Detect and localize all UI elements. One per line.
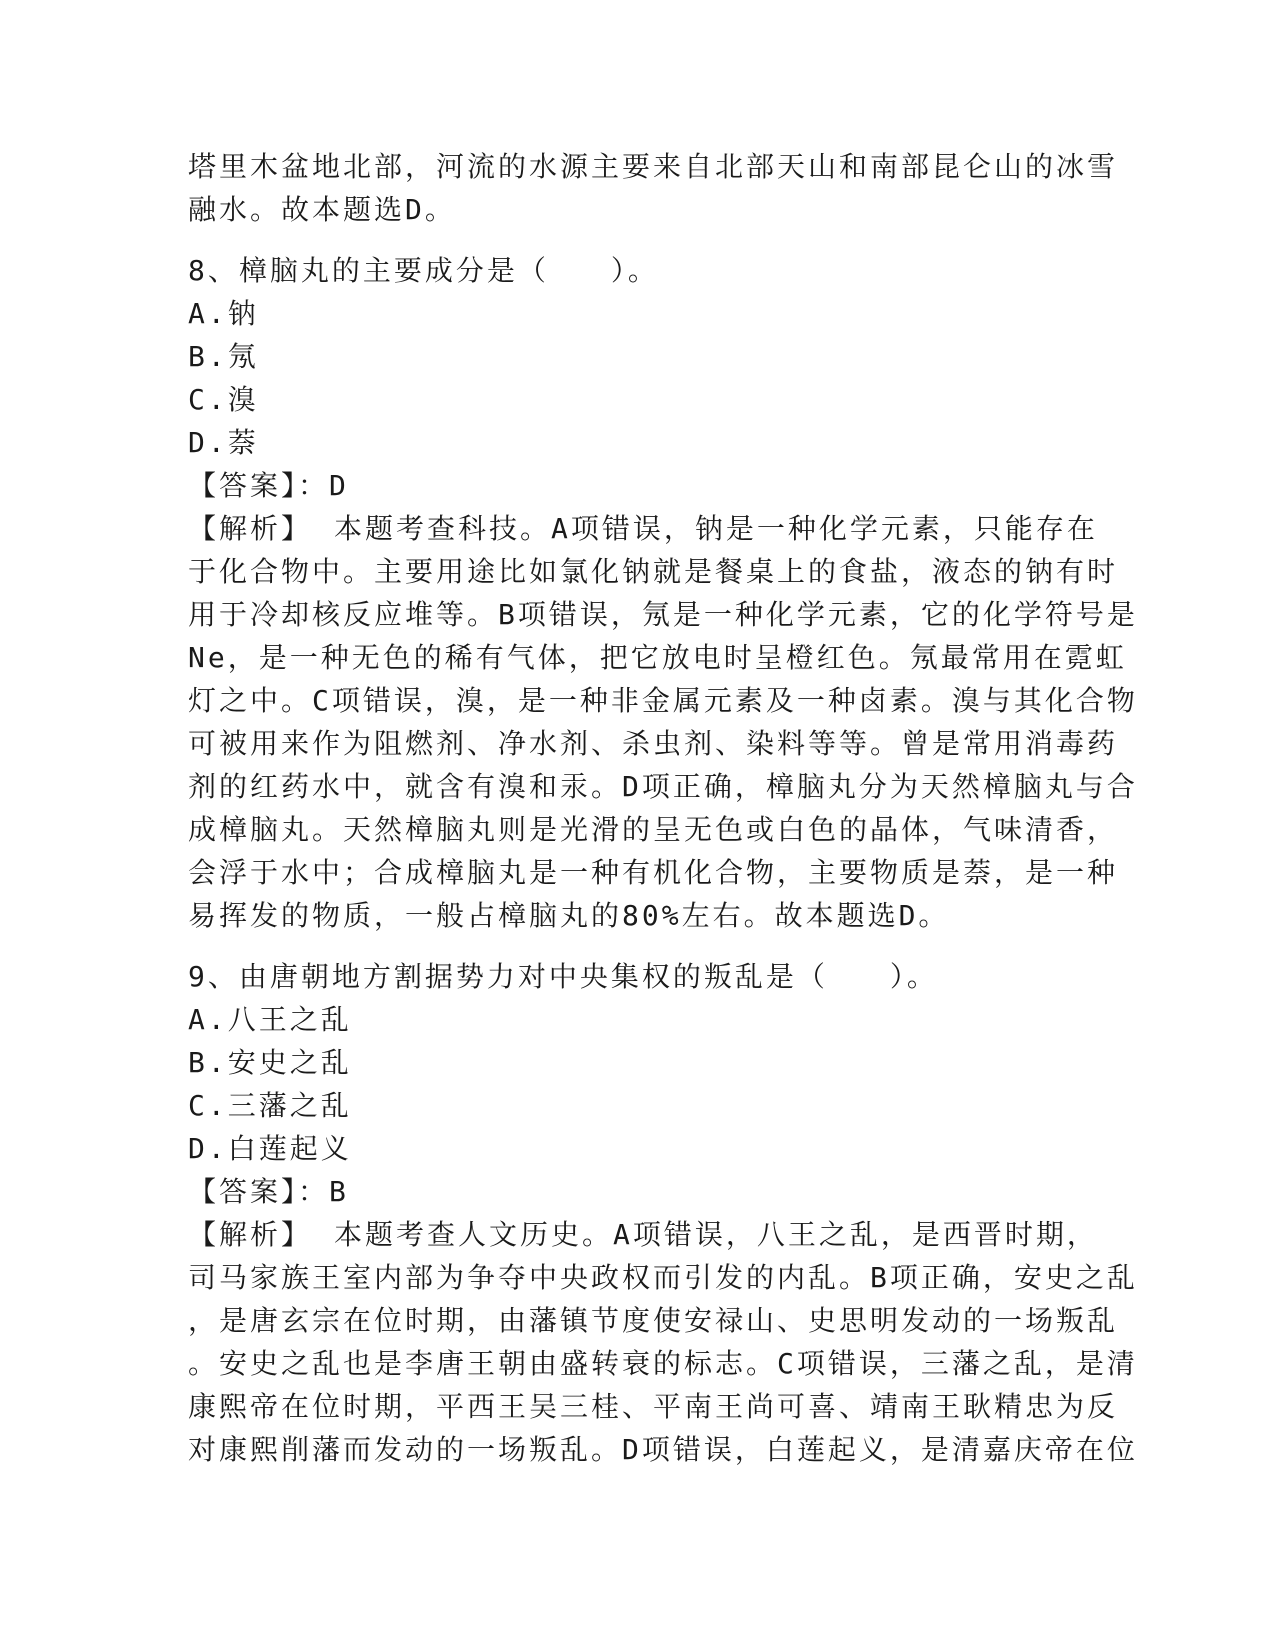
- analysis-line: 对康熙削藩而发动的一场叛乱。D项错误，白莲起义，是清嘉庆帝在位: [188, 1433, 1138, 1466]
- analysis-label: 【解析】: [188, 512, 313, 545]
- analysis-line: ，是唐玄宗在位时期，由藩镇节度使安禄山、史思明发动的一场叛乱: [188, 1304, 1119, 1337]
- option-d: D.萘: [188, 426, 259, 459]
- text-line: 融水。故本题选D。: [188, 193, 456, 226]
- question-9: [188, 955, 1138, 1471]
- analysis-line: 灯之中。C项错误，溴，是一种非金属元素及一种卤素。溴与其化合物: [188, 684, 1138, 717]
- analysis-first-line: [188, 507, 1098, 550]
- option-b: B.安史之乱: [188, 1046, 352, 1079]
- analysis-line: 于化合物中。主要用途比如氯化钠就是餐桌上的食盐，液态的钠有时: [188, 555, 1119, 588]
- answer-line: 【答案】：D: [188, 469, 349, 502]
- question-stem: 8、樟脑丸的主要成分是（ ）。: [188, 254, 659, 287]
- option-d: D.白莲起义: [188, 1132, 352, 1165]
- option-a: A.钠: [188, 297, 259, 330]
- option-a: A.八王之乱: [188, 1003, 352, 1036]
- document-page: [188, 145, 1138, 1471]
- option-b: B.氖: [188, 340, 259, 373]
- analysis-text: 本题考查人文历史。A项错误，八王之乱，是西晋时期，: [334, 1218, 1098, 1251]
- text-line: 塔里木盆地北部，河流的水源主要来自北部天山和南部昆仑山的冰雪: [188, 150, 1119, 183]
- analysis-label: 【解析】: [188, 1218, 313, 1251]
- analysis-line: 可被用来作为阻燃剂、净水剂、杀虫剂、染料等等。曾是常用消毒药: [188, 727, 1119, 760]
- analysis-text: 本题考查科技。A项错误，钠是一种化学元素，只能存在: [334, 512, 1098, 545]
- analysis-line: 。安史之乱也是李唐王朝由盛转衰的标志。C项错误，三藩之乱，是清: [188, 1347, 1138, 1380]
- answer-line: 【答案】：B: [188, 1175, 349, 1208]
- analysis-line: 康熙帝在位时期，平西王吴三桂、平南王尚可喜、靖南王耿精忠为反: [188, 1390, 1119, 1423]
- analysis-line: 成樟脑丸。天然樟脑丸则是光滑的呈无色或白色的晶体，气味清香，: [188, 813, 1119, 846]
- option-c: C.溴: [188, 383, 259, 416]
- previous-explanation-tail: [188, 145, 1119, 231]
- analysis-line: 会浮于水中；合成樟脑丸是一种有机化合物，主要物质是萘，是一种: [188, 856, 1119, 889]
- analysis-line: 易挥发的物质，一般占樟脑丸的80%左右。故本题选D。: [188, 899, 950, 932]
- analysis-line: 用于冷却核反应堆等。B项错误，氖是一种化学元素，它的化学符号是: [188, 598, 1138, 631]
- question-stem: 9、由唐朝地方割据势力对中央集权的叛乱是（ ）。: [188, 960, 938, 993]
- analysis-first-line: [188, 1213, 1098, 1256]
- question-8: [188, 249, 1138, 937]
- option-c: C.三藩之乱: [188, 1089, 352, 1122]
- analysis-line: 司马家族王室内部为争夺中央政权而引发的内乱。B项正确，安史之乱: [188, 1261, 1138, 1294]
- analysis-line: Ne，是一种无色的稀有气体，把它放电时呈橙红色。氖最常用在霓虹: [188, 641, 1127, 674]
- analysis-line: 剂的红药水中，就含有溴和汞。D项正确，樟脑丸分为天然樟脑丸与合: [188, 770, 1138, 803]
